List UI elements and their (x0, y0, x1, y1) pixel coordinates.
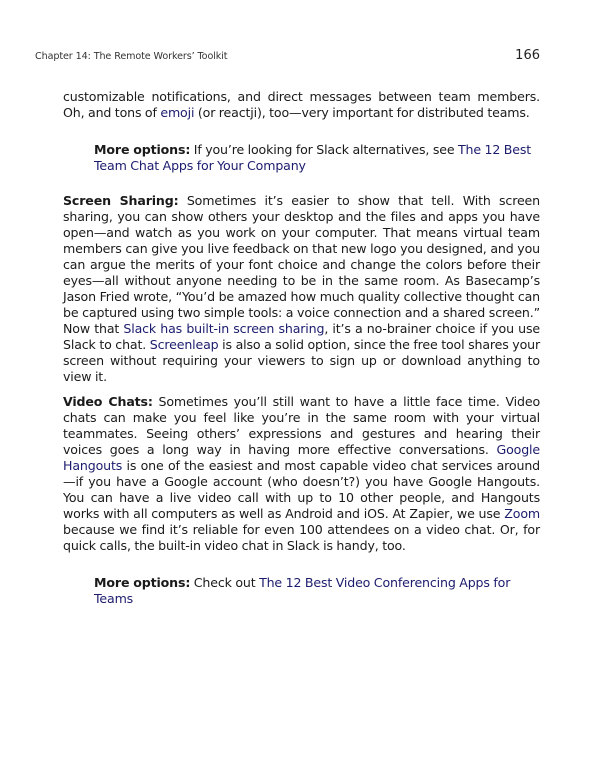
slack-screen-sharing-link[interactable]: Slack has built-in screen sharing (123, 321, 325, 336)
chat-alternatives-callout (94, 142, 540, 174)
page-header (35, 48, 540, 68)
callout-label: More options: (94, 142, 191, 157)
screenleap-link[interactable]: Screenleap (149, 337, 219, 352)
intro-text-1: customizable notifications, and direct messages between team members. Oh, and tons of (63, 89, 540, 120)
callout-label: More options: (94, 575, 191, 590)
page-number: 166 (515, 48, 540, 63)
callout-text: Check out (190, 575, 260, 590)
callout-text: If you’re looking for Slack alternatives, see (190, 142, 458, 157)
zoom-link[interactable]: Zoom (504, 506, 540, 521)
video-chats-heading: Video Chats: (63, 394, 153, 409)
intro-text-2: (or reactji), too—very important for distributed teams. (194, 105, 530, 120)
video-chats-text-1: Sometimes you’ll still want to have a little face time. Video chats can make you feel like you’re in the same room with your virtual teammates. Seeing others’ expressions and gestures and hearing their voices goes a long way in having more effective conversations. (63, 394, 540, 457)
chapter-title: Chapter 14: The Remote Workers’ Toolkit (35, 51, 228, 62)
video-chats-text-2: is one of the easiest and most capable video chat services around—if you have a Google account (who doesn’t?) you have Google Hangouts. You can have a live video call with up to 10 other people, and Hangouts works with all computers as well as Android and iOS. At Zapier, we use (63, 458, 540, 521)
google-hangouts-link[interactable]: Google Hangouts (63, 442, 540, 473)
screen-sharing-text-2: , it’s a no-brainer choice if you use Slack to chat. (63, 321, 540, 352)
emoji-link[interactable]: emoji (160, 105, 195, 120)
page-body (63, 89, 540, 607)
screen-sharing-heading: Screen Sharing: (63, 193, 179, 208)
video-chats-paragraph (63, 394, 540, 554)
video-conferencing-apps-link[interactable]: The 12 Best Video Conferencing Apps for Teams (94, 575, 511, 606)
team-chat-apps-link[interactable]: The 12 Best Team Chat Apps for Your Company (94, 142, 532, 173)
intro-paragraph (63, 89, 540, 121)
screen-sharing-text-1: Sometimes it’s easier to show that tell. With screen sharing, you can show others your desktop and the files and apps you have open—and watch as you work on your computer. That means virtual team members can give you live feedback on that new logo you designed, and you can argue the merits of your font choice and change the colors before their eyes—all without anyone needing to be in the same room. As Basecamp’s Jason Fried wrote, “You’d be amazed how much quality collective thought can be captured using two simple tools: a voice connection and a shared screen.” Now that (63, 193, 540, 336)
video-conferencing-callout (94, 575, 540, 607)
screen-sharing-text-3: is also a solid option, since the free tool shares your screen without requiring your viewers to sign up or download anything to view it. (63, 337, 541, 384)
screen-sharing-paragraph (63, 193, 540, 385)
video-chats-text-3: because we find it’s reliable for even 100 attendees on a video chat. Or, for quick calls, the built-in video chat in Slack is handy, too. (63, 522, 540, 553)
